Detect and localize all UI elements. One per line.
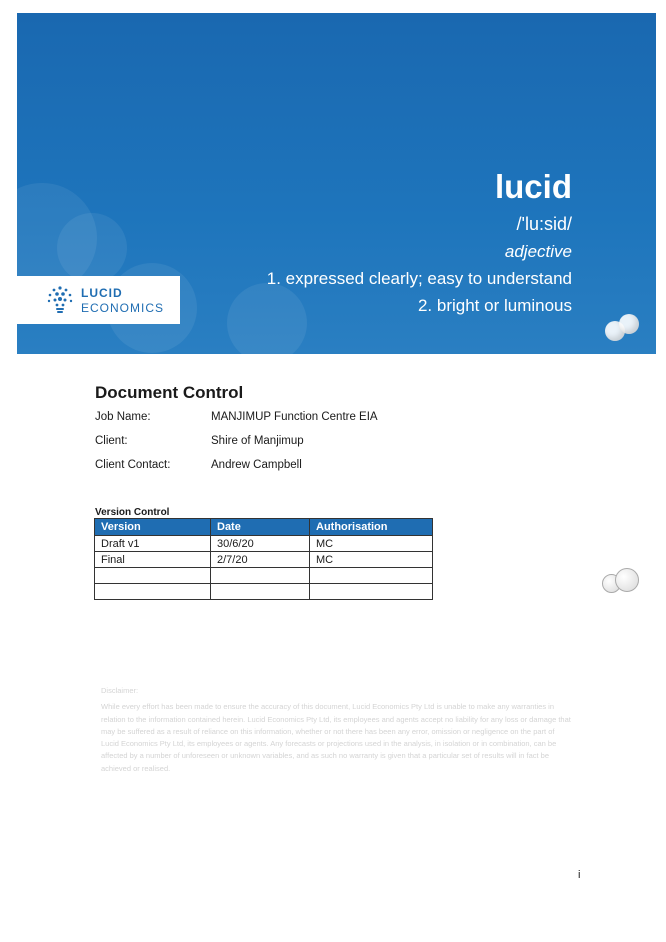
version-cell: Final — [95, 552, 211, 568]
version-cell — [95, 568, 211, 584]
table-row — [95, 552, 433, 568]
logo-line-2: ECONOMICS — [81, 300, 165, 315]
field-value: MANJIMUP Function Centre EIA — [211, 411, 378, 423]
lightbulb-icon — [45, 285, 75, 315]
authorisation-cell — [310, 568, 433, 584]
hero-word: lucid — [494, 168, 572, 205]
logo-wordmark — [81, 287, 164, 314]
disclaimer-body: While every effort has been made to ensure the accuracy of this document, Lucid Economics Pty Ltd is unable to make any warranties in relation to the information contained herein. Lucid Economics Pty Ltd, its employees and agents accept no liability for any loss or damage that may be suffered as a result of reliance on this information, whether or not there has been any error, omission or negligence on the part of Lucid Economics Pty Ltd, its employees or agents. Any forecasts or projections used in the analysis, in isolation or in combination, can be affected by a number of unforeseen or unknown variables, and as such no warranty is given that a particular set of results will in fact be achieved or realised. — [101, 702, 571, 773]
hero-definition-2: 2. bright or luminous — [417, 296, 572, 315]
authorisation-cell — [310, 584, 433, 600]
table-row — [95, 584, 433, 600]
authorisation-cell: MC — [310, 552, 433, 568]
page-number: i — [578, 869, 581, 881]
authorisation-cell: MC — [310, 536, 433, 552]
version-control-table — [94, 518, 433, 600]
table-header-row — [95, 519, 433, 536]
column-header-date: Date — [211, 519, 310, 536]
column-header-version: Version — [95, 519, 211, 536]
document-control-title: Document Control — [95, 383, 244, 402]
date-cell: 30/6/20 — [211, 536, 310, 552]
field-label: Job Name: — [95, 411, 151, 423]
date-cell — [211, 584, 310, 600]
version-cell — [95, 584, 211, 600]
decorative-bubble — [615, 568, 639, 592]
date-cell — [211, 568, 310, 584]
definition-block — [267, 167, 572, 317]
decorative-bubble — [57, 213, 127, 283]
table-row — [95, 536, 433, 552]
date-cell: 2/7/20 — [211, 552, 310, 568]
decorative-bubbles — [602, 568, 638, 592]
field-value: Shire of Manjimup — [211, 435, 304, 447]
version-control-title: Version Control — [95, 507, 170, 518]
decorative-bubble — [619, 314, 639, 334]
field-value: Andrew Campbell — [211, 459, 302, 471]
logo-line-1: LUCID — [81, 285, 123, 300]
hero-definition-1: 1. expressed clearly; easy to understand — [266, 269, 572, 288]
hero-part-of-speech: adjective — [504, 242, 572, 261]
column-header-authorisation: Authorisation — [310, 519, 433, 536]
field-label: Client Contact: — [95, 459, 171, 471]
disclaimer-heading: Disclaimer: — [101, 686, 139, 695]
company-logo — [17, 276, 180, 324]
hero-phonetic: /'lu:sid/ — [516, 214, 572, 234]
field-label: Client: — [95, 435, 128, 447]
table-row — [95, 568, 433, 584]
disclaimer — [101, 685, 571, 775]
version-cell: Draft v1 — [95, 536, 211, 552]
